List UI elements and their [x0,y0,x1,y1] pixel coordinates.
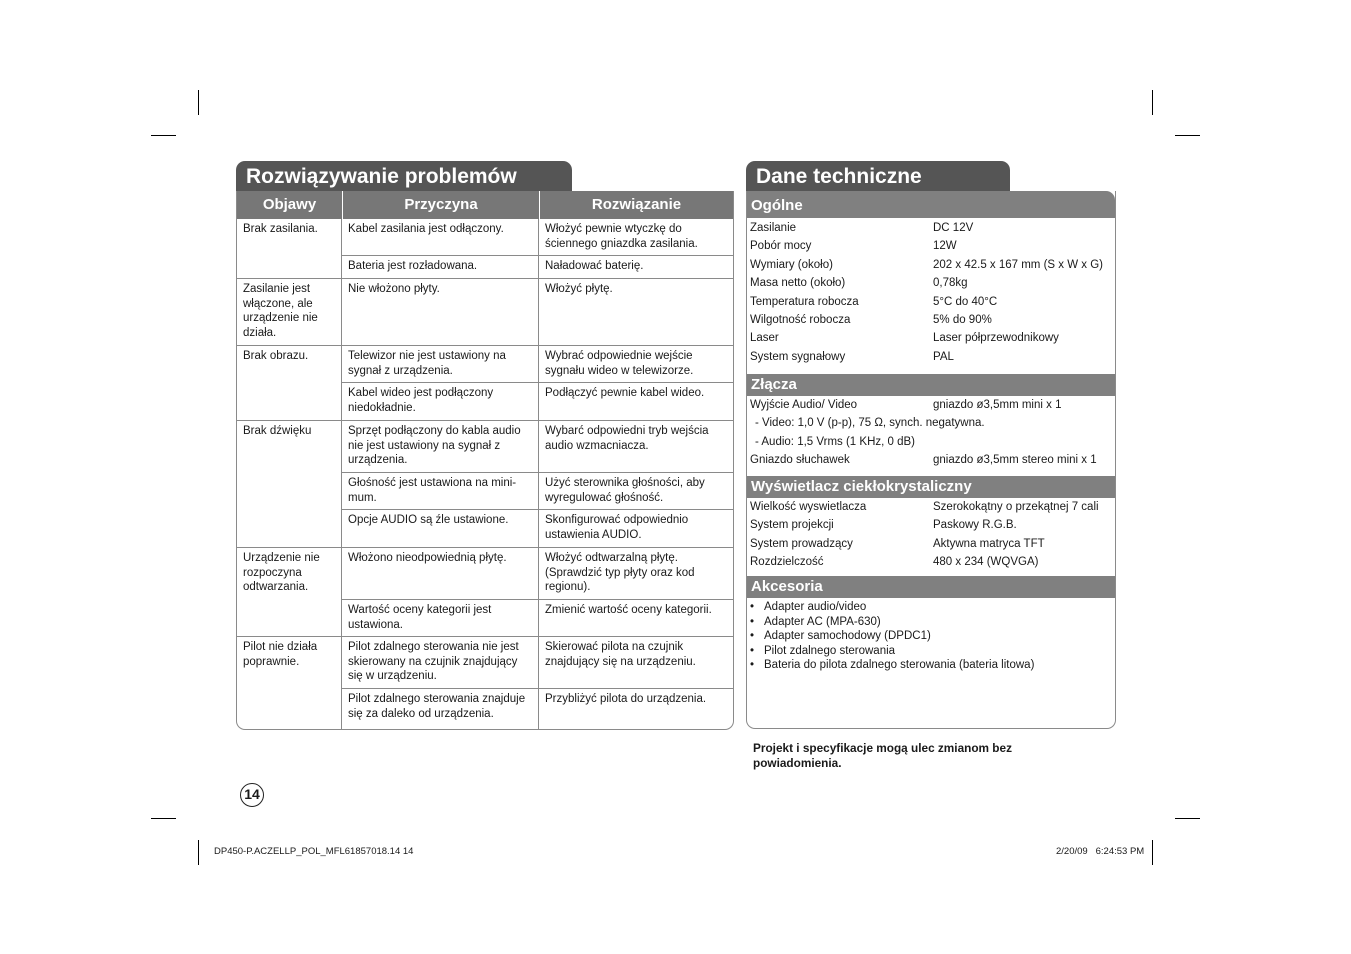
symptom-cell: Brak dźwięku [237,421,342,547]
spec-row [747,219,1115,237]
spec-key: System projekcji [750,519,834,532]
header-solution: Rozwiązanie [539,191,733,219]
spec-key: Laser [750,332,779,345]
video-spec-line: - Video: 1,0 V (p-p), 75 Ω, synch. negatywna. [755,417,985,430]
cause-cell: Pilot zdalnego sterowania nie jest skierowany na czujnik znajdujący się w urządzeniu. [342,637,539,688]
symptom-cell: Brak obrazu. [237,346,342,420]
cause-cell: Bateria jest rozładowana. [342,256,539,278]
cause-solution-row [342,279,733,345]
cause-cell: Pilot zdalnego sterowania znajduje się za daleko od urządzenia. [342,689,539,730]
cause-cell: Wartość oceny kategorii jest ustawiona. [342,600,539,636]
accessory-label: Adapter AC (MPA-630) [764,615,881,628]
accessory-item [747,658,1115,673]
crop-mark [1175,135,1200,136]
accessories-list [747,598,1115,673]
cause-solution-row [342,548,733,599]
crop-mark [1152,840,1153,865]
header-symptoms: Objawy [262,196,317,213]
cause-solution-row [342,219,733,255]
spec-value: 0,78kg [933,277,968,290]
cause-solution-list [342,219,733,278]
symptom-cell: Urządzenie nie rozpoczyna odtwarzania. [237,548,342,636]
crop-mark [151,135,176,136]
cause-solution-list [342,637,733,730]
accessories-heading: Akcesoria [747,576,1115,598]
connectors-heading: Złącza [747,374,1115,396]
spec-value: Laser półprzewodnikowy [933,332,1059,345]
crop-mark [1152,90,1153,115]
troubleshooting-title: Rozwiązywanie problemów [236,161,572,192]
lcd-heading: Wyświetlacz ciekłokrystaliczny [747,476,1115,498]
spec-key: Wilgotność robocza [750,314,851,327]
page-number: 14 [240,783,264,807]
crop-mark [151,818,176,819]
spec-key: Gniazdo słuchawek [750,454,850,467]
footer-file-info: DP450-P.ACZELLP_POL_MFL61857018.14 14 [214,846,414,857]
symptom-group [237,219,733,278]
audio-spec-line: - Audio: 1,5 Vrms (1 KHz, 0 dB) [755,435,915,448]
accessory-label: Adapter audio/video [764,601,867,613]
symptom-group [237,636,733,730]
cause-solution-row [342,346,733,382]
cause-solution-list [342,548,733,636]
spec-row [747,329,1115,347]
solution-cell: Wybrać odpowiednie wejście sygnału wideo w telewizorze. [545,350,694,377]
specs-change-note: Projekt i specyfikacje mogą ulec zmianom bez powiadomienia. [753,741,1012,770]
solution-cell: Użyć sterownika głośności, aby wyregulować głośność. [545,477,705,504]
solution-cell: Włożyć odtwarzalną płytę. (Sprawdzić typ płyty oraz kod regionu). [545,552,695,593]
spec-key: Zasilanie [750,222,797,234]
spec-value: Paskowy R.G.B. [933,519,1017,532]
accessory-item [747,644,1115,659]
solution-cell: Przybliżyć pilota do urządzenia. [545,693,707,705]
spec-row [747,237,1115,255]
cause-cell: Kabel wideo jest podłączony niedokładnie. [342,383,539,420]
spec-row [747,553,1115,571]
spec-key: Pobór mocy [750,240,812,253]
cause-solution-row [342,637,733,688]
spec-key: Temperatura robocza [750,295,859,308]
accessory-label: Adapter samochodowy (DPDC1) [764,630,931,643]
solution-cell: Podłączyć pewnie kabel wideo. [545,387,705,399]
spec-key: Wymiary (około) [750,258,833,271]
solution-cell: Włożyć płytę. [545,283,613,295]
cause-solution-list [342,346,733,420]
accessory-item [747,615,1115,630]
bullet-icon: • [750,615,755,628]
troubleshooting-body [237,219,733,730]
spec-row [747,535,1115,553]
specs-panel [746,191,1116,729]
header-cause: Przyczyna [342,191,539,219]
spec-row [747,311,1115,329]
spec-value: gniazdo ø3,5mm mini x 1 [933,399,1062,411]
accessory-label: Bateria do pilota zdalnego sterowania (bateria litowa) [764,659,1035,672]
spec-key: System prowadzący [750,537,853,550]
footer-timestamp: 2/20/09 6:24:53 PM [1056,846,1145,857]
symptom-group [237,345,733,420]
solution-cell: Zmienić wartość oceny kategorii. [545,604,712,616]
spec-value: 5°C do 40°C [933,295,998,308]
specs-title: Dane techniczne [746,161,1010,192]
troubleshooting-table [236,191,734,730]
cause-solution-row [342,382,733,420]
cause-cell: Sprzęt podłączony do kabla audio nie jest ustawiony na sygnał z urządzenia. [342,421,539,472]
cause-solution-list [342,279,733,345]
spec-row [747,516,1115,534]
spec-row [747,396,1115,414]
cause-solution-row [342,421,733,472]
cause-solution-row [342,509,733,547]
spec-value: gniazdo ø3,5mm stereo mini x 1 [933,454,1097,467]
spec-key: Masa netto (około) [750,277,846,290]
bullet-icon: • [750,644,755,657]
accessory-item [747,600,1115,615]
spec-value: 5% do 90% [933,314,992,327]
cause-cell: Głośność jest ustawiona na mini-mum. [342,473,539,509]
spec-key: Wielkość wyswietlacza [750,501,867,513]
solution-cell: Skonfigurować odpowiednio ustawienia AUDIO. [545,514,689,541]
cause-cell: Telewizor nie jest ustawiony na sygnał z urządzenia. [342,346,539,382]
crop-mark [1175,818,1200,819]
solution-cell: Włożyć pewnie wtyczkę do ściennego gniazdka zasilania. [545,223,698,250]
troubleshooting-header-row [237,191,733,219]
symptom-cell: Brak zasilania. [237,219,342,278]
accessory-item [747,629,1115,644]
solution-cell: Wybarć odpowiedni tryb wejścia audio wzmacniacza. [545,425,709,452]
cause-solution-row [342,599,733,636]
spec-row [747,256,1115,274]
bullet-icon: • [750,659,755,672]
crop-mark [198,840,199,865]
cause-solution-list [342,421,733,547]
spec-row [747,498,1115,516]
spec-value: PAL [933,350,954,363]
cause-cell: Włożono nieodpowiednią płytę. [342,548,539,599]
spec-key: Wyjście Audio/ Video [750,399,858,411]
cause-solution-row [342,255,733,278]
spec-row [747,348,1115,366]
general-rows [747,218,1115,374]
accessory-label: Pilot zdalnego sterowania [764,644,896,657]
spec-value: 480 x 234 (WQVGA) [933,556,1039,569]
symptom-group [237,547,733,636]
general-heading: Ogólne [747,191,1115,218]
spec-key: Rozdzielczość [750,556,824,569]
cause-cell: Kabel zasilania jest odłączony. [342,219,539,255]
spec-row [747,293,1115,311]
spec-value: Szerokokątny o przekątnej 7 cali [933,501,1099,513]
spec-key: System sygnałowy [750,350,846,363]
cause-solution-row [342,688,733,730]
bullet-icon: • [750,601,755,613]
symptom-group [237,278,733,345]
spec-row [747,451,1115,469]
bullet-icon: • [750,630,755,643]
spec-row [747,274,1115,292]
spec-value: Aktywna matryca TFT [933,537,1045,550]
symptom-cell: Zasilanie jest włączone, ale urządzenie nie działa. [237,279,342,345]
crop-mark [198,90,199,115]
lcd-rows [747,498,1115,576]
spec-value: 12W [933,240,957,253]
symptom-group [237,420,733,547]
cause-cell: Opcje AUDIO są źle ustawione. [342,510,539,547]
cause-solution-row [342,472,733,509]
cause-cell: Nie włożono płyty. [342,279,539,345]
connectors-rows [747,396,1115,476]
spec-value: 202 x 42.5 x 167 mm (S x W x G) [933,258,1103,271]
spec-value: DC 12V [933,222,974,234]
symptom-cell: Pilot nie działa poprawnie. [237,637,342,730]
solution-cell: Naładować baterię. [545,260,644,272]
solution-cell: Skierować pilota na czujnik znajdujący się na urządzeniu. [545,641,696,668]
